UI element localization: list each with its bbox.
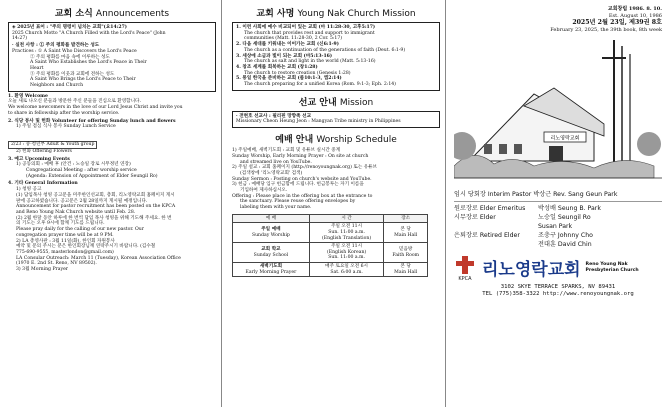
table-row: 주일 예배 Sunday Worship 주일 오전 11시 Sun. 11:00 a.m. (English Translation) 본 당 Main Hall [233,223,428,243]
mission-column [224,0,446,407]
list-item: 은퇴장로 Retired Elder 조충구 Johnny Cho [454,231,593,239]
svg-text:KPCA: KPCA [458,275,472,281]
motto-box: ◈ 2025년 표어 : "주의 명령이 넘치는 교회"(요14:27) 2025 Church Motto "A Church Filled with the Lord's Peace" (John 14:27) · 실천 사항 : ① 주의 평화를 발견하는 성도 Practices : ① A Saint Who Discovers the Lord's Peace ② 주의 평화를 마음 속에 이루하는 성도 A Saint Who Establishes the Lord's Peace in Their Heart ③ 주의 평화를 이웃과 교회에 전하는 성도 A Saint Who Brings the Lord's Peace to Their Neighbors and Church [8,22,216,92]
church-building-illustration [454,36,662,186]
church-address: 3102 SKYE TERRACE SPARKS, NV 89431 [500,283,616,290]
list-item: 전대훈 David Chin [538,240,592,248]
general-info-heading: 4. 기타 General Information [8,181,78,187]
announcements-title: 교회 소식 Announcements [54,9,170,19]
worship-info: 1) 주일예배, 새벽기도회 : 교회 및 유튜브 실시간 중계 Sunday Worship, Early Morning Prayer : On site at church and streamed live on YouTube. 2) 주일 설교 : 교회 홈페이지 (http://renoyoungnak.org) 또는 유튜브 (검색창에 '리노영락교회' 검색) Sunday Sermon : Posting on church's website and YouTube. 3) 헌금 : 예배당 입구 헌금함에 드립니다. 헌금봉투는 자기 이름을 기입하여 제사하십시오. Offering : Please place in the offering box at the entrance to the sanctuary. Please reuse offering envelopes by labeling them with your name. [232,148,378,211]
welcome-heading: 1. 환영 Welcome [8,93,48,99]
mission-list: 1. 이런 사회에 예수 비교되어 있는 교회 (마 11:28-30, 고후5:17) The church that provides rest and support to immigrant communities (Matt. 11:28-30, 2 Cor. 5:17) 2. 다음 세대를 키워내는 이어가는 교회 (신6:1-9) The church as a continuation of the generations of faith (Deut. 6:1-9) 3. 세상에 소금과 빛이 되는 교회 (마5:13-16) The church as salt and light in the world (Matt. 5:13-16) 4. 창조 세계를 회복하는 교회 (창1:28) The church to restore creation (Genesis 1:28) 5. 통일 한국을 준비하는 교회 (롬10:1-3, 엡2:14) The church preparing for a unified Korea (Rom. 9:1-3; Eph. 2:14) [232,22,440,91]
pastor-line: 임시 당회장 Interim Pastor 박상근 Rev. Sang Geun Park [454,190,618,198]
list-item: 원로장로 Elder Emeritus 박성배 Seung B. Park [454,204,601,212]
church-sign: 리노영락교회 [550,135,580,141]
list-item: Susan Park [538,222,573,230]
church-contact: TEL (775)358-3322 http://www.renoyoungnak.org [482,290,634,297]
worship-title: 예배 안내 Worship Schedule [275,135,397,146]
missions-title: 선교 안내 Mission [298,97,374,108]
church-logo: KPCA 리노영락교회 Reno Young Nak Presbyterian Church [454,255,662,281]
mission-title: 교회 사명 Young Nak Church Mission [256,9,416,19]
volunteer-heading: 2. 식당 봉사 및 헌화 Volunteer for offering Sunday lunch and flowers [8,118,176,124]
bulletin-header: 교회창립 1986. 8. 10. Est. August 10, 1986 2025년 2월 23일, 제39권 8호 February 23, 2025, the 39th book, 8th week [550,6,662,33]
table-row: 새벽기도회 Early Morning Prayer 매주 토요일 오전 6시 Sat. 6:00 a.m. 본 당 Main Hall [233,263,428,277]
announcements-column: 교회 소식 Announcements ◈ 2025년 표어 : "주의 명령이 넘치는 교회"(요14:27) 2025 Church Motto "A Church Filled with the Lord's Peace" (John 14:27) · 실천 사항 : ① 주의 평화를 발견하는 성도 Practices : ① A Saint Who Discovers the Lord's Peace ② 주의 평화를 마음 속에 이루하는 성도 A Saint Who Establishes the Lord's Peace in Their Heart ③ 주의 평화를 이웃과 교회에 전하는 성도 A Saint Who Brings the Lord's Peace to Their Neighbors and Church 1. 환영 Welcome 오늘 새로 나오신 분들과 방문한 주신 분들을 진심으로 환영합니다. We welcome newcomers in the love of our Lord Jesus Christ and invite you to share in fellowship after the worship service. 2. 식당 봉사 및 헌화 Volunteer for offering Sunday lunch and flowers 1) 주일 점심 식사 봉사 Sunday Lunch Service 2/23 : 중·청년부 Adult & Youth group 2) 헌화 Offering Flowers 3. 예고 Upcoming Events 1) 공동의회 : 예배 후 (안건 : 노승일 장로 시무정년 연장) Congregational Meeting : after worship service (Agenda: Extension of Appointment of Elder Seungil Ro) 4. 기타 General Information 1) 청빙 공고 (1) 담임목사 청빙 공고문을 미주한인선교회, 총회, 리노영락교회 홈페이지 게시 판에 공고하였습니다. 공고문은 2월 28일까지 게시될 예정입니다. Announcement for pastor recruitment has been posted on the KPCA and Reno Young Nak Church website until Feb. 28. (2) 2월 한달 동안 하루에 한 번씩 담임 목사 청빙을 위해 기도해 주세요. 한 번 의 기도는 오후 9시에 함께 기도를 드립니다. Please pray daily for the calling of our new pastor. Our congregation prayer time will be at 9 PM. 2) LA 총영사관 : 3월 11일(화), 한인회 자원봉사 예약 및 문의 주시는 분은 한인회장님께 연락주시기 바랍니다. (김수철 775-690-9555, masterlondon@gmail.com) LA Consular Outreach: March 11 (Tuesday), Korean Association Office (1970 E. 2nd St. Reno, NV 89502). 3) 3월 Morning Prayer [0,0,222,407]
missionary-box: · 전현호 선교사 : 필리핀 망향족 선교 Missionary Cheon Heung Jeon : Mangyan Tribe ministry in Philippines [232,111,440,128]
church-name-korean: 리노영락교회 [482,260,581,280]
events-heading: 3. 예고 Upcoming Events [8,156,70,162]
staff-list [454,204,662,249]
list-item: 시무장로 Elder 노승일 Seungil Ro [454,213,591,221]
worship-schedule-table: 예 배 시 간 장소 주일 예배 Sunday Worship 주일 오전 11시 Sun. 11:00 a.m. (English Translation) 본 당 Main Hall 교회 학교 Sunday School 주일 오전 11시 (English Korean) Sun. 11:00 a.m. 믿음방 Faith Room 새벽기도회 Early Morning Prayer 매주 토요일 오전 6시 Sat. 6:00 a.m. 본 당 Main Hall [232,214,428,277]
table-row: 교회 학교 Sunday School 주일 오전 11시 (English Korean) Sun. 11:00 a.m. 믿음방 Faith Room [233,243,428,263]
kpca-cross-icon [454,255,476,281]
cover-column [448,0,670,407]
